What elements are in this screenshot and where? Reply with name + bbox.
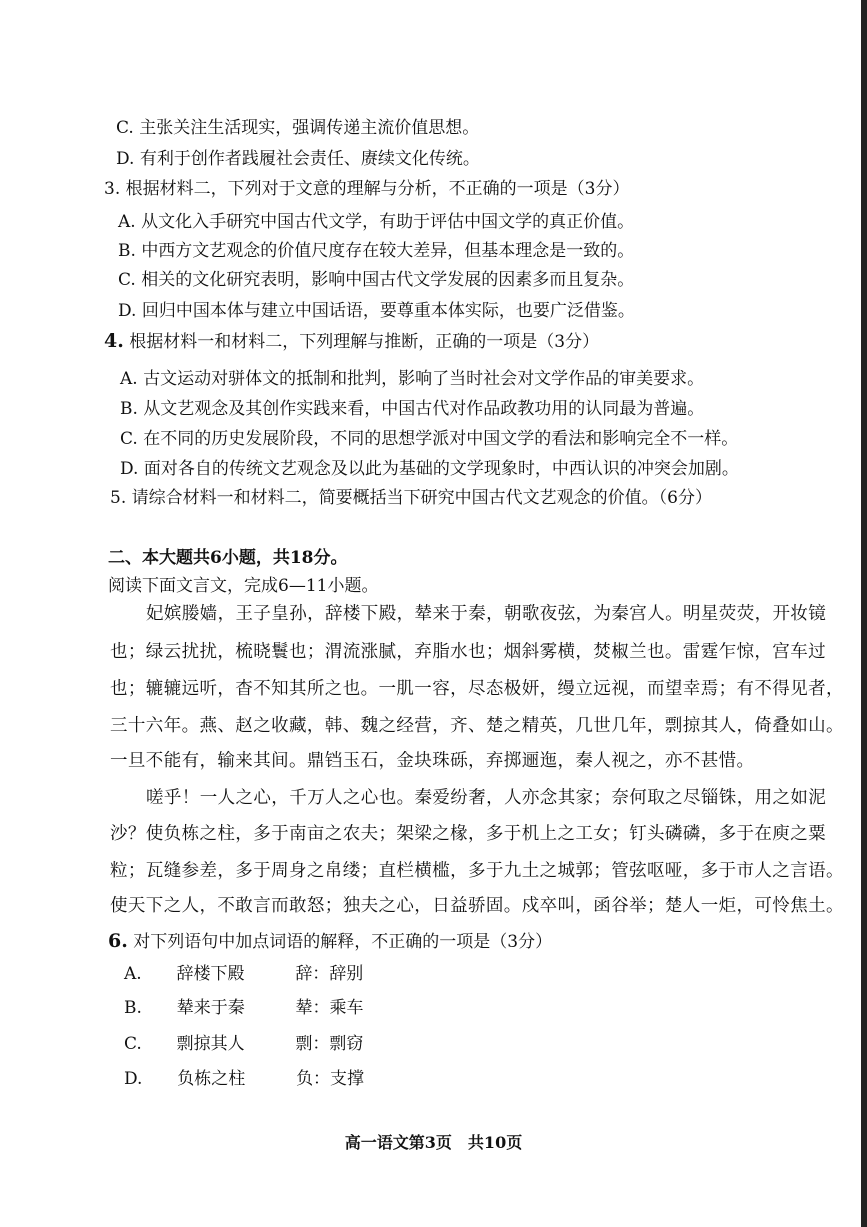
q4-option-d: D. 面对各自的传统文艺观念及以此为基础的文学现象时，中西认识的冲突会加剧。 (120, 459, 739, 479)
passage-line-9: 使天下之人，不敢言而敢怒；独夫之心，日益骄固。戍卒叫，函谷举；楚人一炬，可怜焦土。 (110, 896, 844, 916)
q3-option-a: A. 从文化入手研究中国古代文学，有助于评估中国文学的真正价值。 (118, 212, 635, 232)
passage-line-6: 嗟乎！一人之心，千万人之心也。秦爱纷奢，人亦念其家；奈何取之尽锱铢，用之如泥 (146, 788, 827, 808)
q3-option-c: C. 相关的文化研究表明，影响中国古代文学发展的因素多而且复杂。 (118, 270, 635, 290)
passage-line-2: 也；绿云扰扰，梳晓鬟也；渭流涨腻，弃脂水也；烟斜雾横，焚椒兰也。雷霆乍惊，宫车过 (110, 642, 826, 662)
passage-line-4: 三十六年。燕、赵之收藏，韩、魏之经营，齐、楚之精英，几世几年，剽掠其人，倚叠如山。 (110, 716, 844, 736)
scan-edge (861, 0, 867, 1227)
q6-option-a: A. 辞楼下殿 辞：辞别 (124, 964, 364, 984)
page-footer: 高一语文第3页 共10页 (344, 1133, 523, 1152)
passage-line-8: 粒；瓦缝参差，多于周身之帛缕；直栏横槛，多于九土之城郭；管弦呕哑，多于市人之言语。 (110, 861, 844, 881)
q4-option-b: B. 从文艺观念及其创作实践来看，中国古代对作品政教功用的认同最为普遍。 (120, 399, 705, 419)
q5-stem: 5. 请综合材料一和材料二，简要概括当下研究中国古代文艺观念的价值。（6分） (110, 488, 712, 508)
q4-stem: 4. 根据材料一和材料二，下列理解与推断，正确的一项是（3分） (104, 330, 600, 352)
q4-option-a: A. 古文运动对骈体文的抵制和批判，影响了当时社会对文学作品的审美要求。 (120, 369, 705, 389)
section2-instruction: 阅读下面文言文，完成6—11小题。 (108, 576, 379, 596)
q6-option-b: B. 辇来于秦 辇：乘车 (124, 998, 364, 1018)
q2-option-d: D. 有利于创作者践履社会责任、赓续文化传统。 (116, 149, 480, 169)
q6-option-d: D. 负栋之柱 负：支撑 (124, 1069, 365, 1089)
passage-line-5: 一旦不能有，输来其间。鼎铛玉石，金块珠砾，弃掷逦迤，秦人视之，亦不甚惜。 (110, 751, 755, 771)
passage-line-7: 沙？使负栋之柱，多于南亩之农夫；架梁之椽，多于机上之工女；钉头磷磷，多于在庾之粟 (110, 824, 826, 844)
q3-stem: 3. 根据材料二，下列对于文意的理解与分析，不正确的一项是（3分） (104, 179, 630, 199)
q3-option-d: D. 回归中国本体与建立中国话语，要尊重本体实际，也要广泛借鉴。 (118, 301, 635, 321)
section2-heading: 二、本大题共6小题，共18分。 (108, 548, 348, 568)
passage-line-1: 妃嫔媵嫱，王子皇孙，辞楼下殿，辇来于秦，朝歌夜弦，为秦宫人。明星荧荧，开妆镜 (146, 604, 827, 624)
q4-option-c: C. 在不同的历史发展阶段，不同的思想学派对中国文学的看法和影响完全不一样。 (120, 429, 739, 449)
passage-line-3: 也；辘辘远听，杳不知其所之也。一肌一容，尽态极妍，缦立远视，而望幸焉；有不得见者， (110, 679, 844, 699)
q6-option-c: C. 剽掠其人 剽：剽窃 (124, 1034, 364, 1054)
q6-stem: 6. 对下列语句中加点词语的解释，不正确的一项是（3分） (108, 930, 553, 952)
q2-option-c: C. 主张关注生活现实，强调传递主流价值思想。 (116, 118, 480, 138)
q3-option-b: B. 中西方文艺观念的价值尺度存在较大差异，但基本理念是一致的。 (118, 241, 635, 261)
